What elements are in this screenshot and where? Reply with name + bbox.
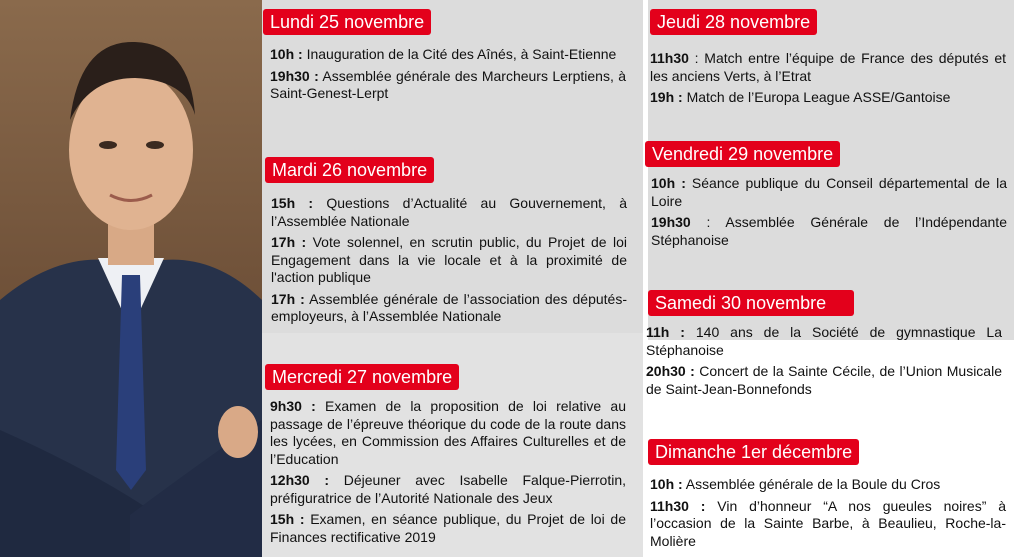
day-header-mardi: Mardi 26 novembre bbox=[265, 157, 434, 183]
event-item: 15h : Questions d’Actualité au Gouvernement, à l’Assemblée Nationale bbox=[271, 195, 627, 229]
day-header-vendredi: Vendredi 29 novembre bbox=[645, 141, 840, 167]
event-item: 9h30 : Examen de la proposition de loi relative au passage de l’épreuve théorique du code de la route dans les lycées, en Commission des Affaires Culturelles et de l’Education bbox=[270, 398, 626, 467]
event-item: 10h : Inauguration de la Cité des Aînés, à Saint-Etienne bbox=[270, 46, 617, 62]
day-header-samedi: Samedi 30 novembre bbox=[648, 290, 854, 316]
event-item: 15h : Examen, en séance publique, du Projet de loi de Finances rectificative 2019 bbox=[270, 511, 626, 545]
event-item: 19h30 : Assemblée générale des Marcheurs Lerptiens, à Saint-Genest-Lerpt bbox=[270, 67, 627, 101]
event-item: 10h : Assemblée générale de la Boule du Cros bbox=[650, 476, 941, 492]
event-item: 11h : 140 ans de la Société de gymnastique La Stéphanoise bbox=[646, 324, 1002, 358]
event-item: 17h : Vote solennel, en scrutin public, du Projet de loi Engagement dans la vie locale et à la proximité de l'action publique bbox=[271, 234, 627, 285]
event-item: 17h : Assemblée générale de l’association des députés-employeurs, à l’Assemblée Nationale bbox=[271, 290, 627, 324]
day-header-dimanche: Dimanche 1er décembre bbox=[648, 439, 859, 465]
day-header-mercredi: Mercredi 27 novembre bbox=[265, 364, 459, 390]
event-item: 19h30 : Assemblée Générale de l’Indépendante Stéphanoise bbox=[651, 214, 1007, 248]
event-item: 20h30 : Concert de la Sainte Cécile, de l’Union Musicale de Saint-Jean-Bonnefonds bbox=[646, 363, 1002, 397]
day-events-samedi bbox=[646, 324, 1002, 402]
portrait-photo bbox=[0, 0, 262, 557]
day-events-mercredi bbox=[270, 398, 626, 550]
day-events-mardi bbox=[271, 195, 627, 330]
event-item: 11h30 : Match entre l’équipe de France des députés et les anciens Verts, à l’Etrat bbox=[650, 50, 1006, 84]
day-header-lundi: Lundi 25 novembre bbox=[263, 9, 431, 35]
day-events-dimanche bbox=[650, 476, 1006, 554]
day-events-vendredi bbox=[651, 175, 1007, 253]
day-events-jeudi bbox=[650, 50, 1006, 111]
event-item: 19h : Match de l’Europa League ASSE/Gantoise bbox=[650, 89, 951, 105]
day-header-jeudi: Jeudi 28 novembre bbox=[650, 9, 817, 35]
day-events-lundi bbox=[270, 46, 626, 107]
event-item: 10h : Séance publique du Conseil départemental de la Loire bbox=[651, 175, 1007, 209]
event-item: 11h30 : Vin d’honneur “A nos gueules noires” à l’occasion de la Sainte Barbe, à Beaulieu, Roche-la-Molière bbox=[650, 497, 1006, 549]
event-item: 12h30 : Déjeuner avec Isabelle Falque-Pierrotin, préfiguratrice de l’Autorité Nationale des Jeux bbox=[270, 472, 626, 506]
